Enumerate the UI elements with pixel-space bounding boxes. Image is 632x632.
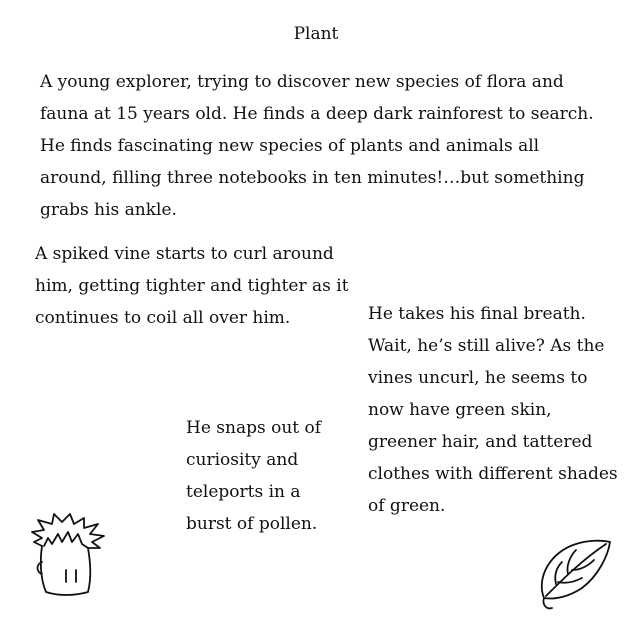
leaf-sketch-icon bbox=[532, 534, 614, 612]
vine-paragraph: A spiked vine starts to curl around him, getting tighter and tighter as it continues to coil all over him. bbox=[35, 244, 349, 328]
boy-face-sketch-icon bbox=[28, 512, 112, 602]
page-title: Plant bbox=[293, 24, 339, 44]
transform-paragraph: He takes his final breath. Wait, he’s still alive? As the vines uncurl, he seems to now have green skin, greener hair, and tattered clothes with different shades of green. bbox=[368, 304, 618, 516]
intro-paragraph: A young explorer, trying to discover new species of flora and fauna at 15 years old. He finds a deep dark rainforest to search. He finds fascinating new species of plants and animals all around, filling three notebooks in ten minutes!…but something grabs his ankle. bbox=[40, 72, 594, 220]
teleport-paragraph: He snaps out of curiosity and teleports in a burst of pollen. bbox=[186, 418, 322, 534]
